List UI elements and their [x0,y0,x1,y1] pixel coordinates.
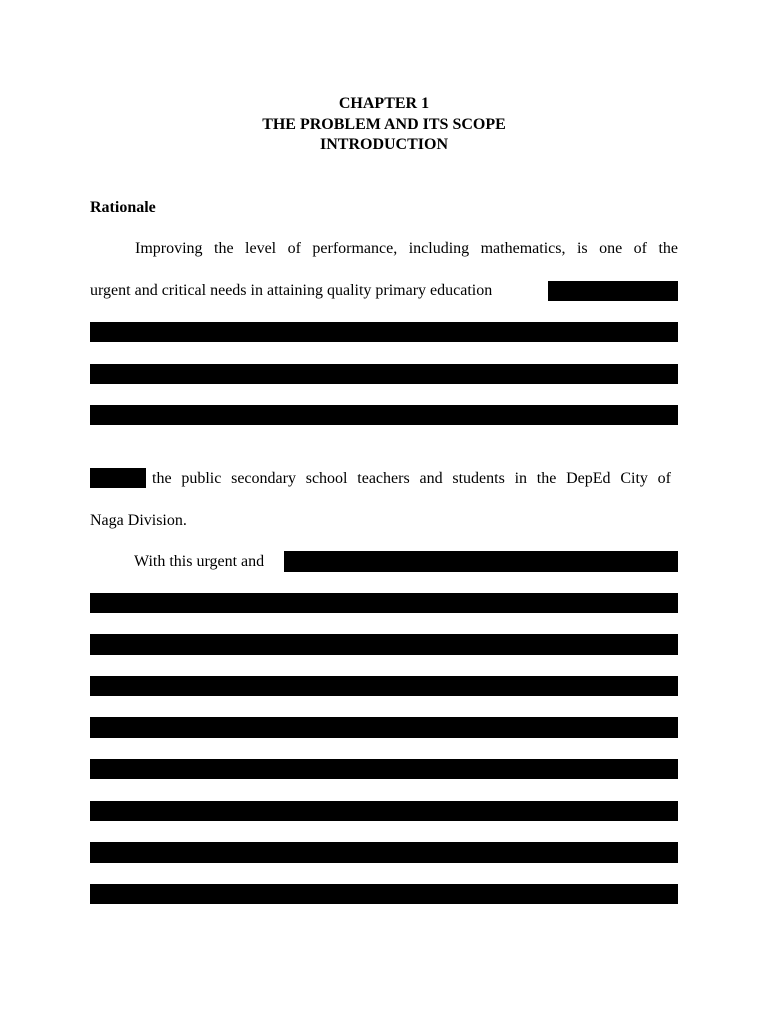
chapter-number: CHAPTER 1 [338,95,430,112]
redaction-block [90,364,678,384]
redaction-block [90,842,678,863]
paragraph1-line1: Improving the level of performance, including mathematics, is one of the [135,240,678,257]
section-title-rationale: Rationale [90,199,156,216]
chapter-title: THE PROBLEM AND ITS SCOPE [262,115,506,133]
redaction-block [90,634,678,655]
redaction-block [90,717,678,738]
redaction-block [90,759,678,779]
redaction-block [548,281,678,301]
redaction-block [284,551,678,572]
paragraph2-line1: the public secondary school teachers and students in the DepEd City of [152,470,671,487]
redaction-block [90,468,146,488]
introduction-heading: INTRODUCTION [319,136,448,153]
paragraph1-line2: urgent and critical needs in attaining quality primary education [90,282,493,299]
redaction-block [90,801,678,821]
redaction-block [90,593,678,613]
redaction-block [90,884,678,904]
paragraph3-line1: With this urgent and [134,553,265,570]
paragraph2-line2: Naga Division. [90,512,187,529]
redaction-block [90,322,678,342]
redaction-block [90,676,678,696]
redaction-block [90,405,678,425]
